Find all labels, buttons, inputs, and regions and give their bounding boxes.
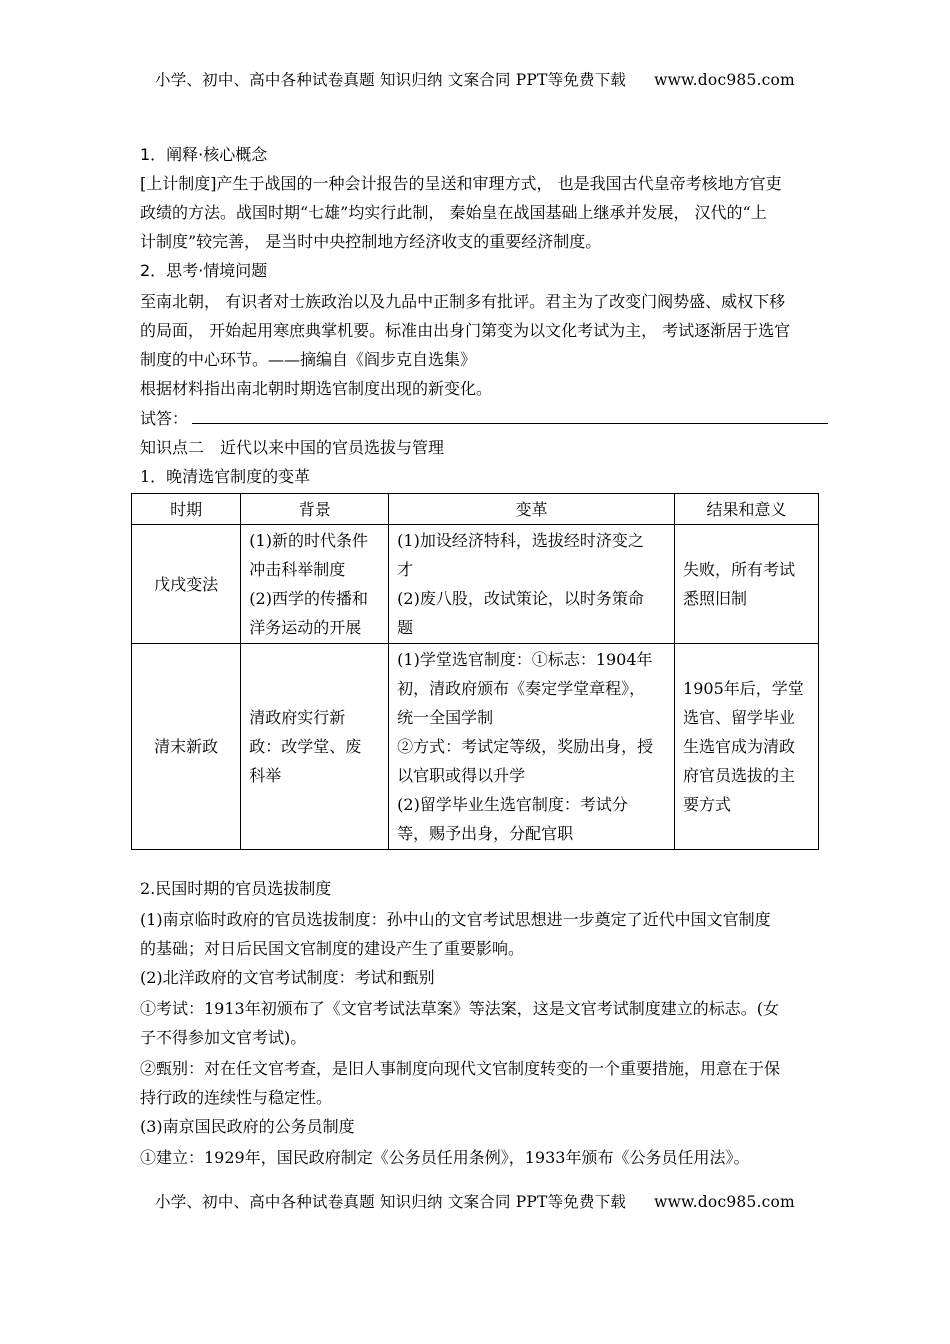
cell-line: (2)西学的传播和 [249,589,368,608]
cell-line: 选官、留学毕业 [683,708,796,727]
table-row [132,525,819,644]
cell-line: 初，清政府颁布《奏定学堂章程》， [397,679,646,698]
footer-site[interactable]: www.doc985.com [654,1193,795,1211]
cell-line: 统一全国学制 [397,708,494,727]
cell-line: 等，赐予出身，分配官职 [397,824,574,843]
background-cell [241,644,389,850]
section3-line: ②甄别：对在任文官考查，是旧人事制度向现代文官制度转变的一个重要措施，用意在于保 [140,1059,781,1078]
cell-line: 题 [397,618,414,637]
reform-cell [389,525,675,644]
cell-line: ②方式：考试定等级，奖励出身，授 [397,737,654,756]
cell-line: 以官职或得以升学 [397,766,526,785]
background-cell [241,525,389,644]
period-cell: 清末新政 [132,644,241,850]
table-header: 背景 [241,494,389,525]
section3-title: 2.民国时期的官员选拔制度 [140,879,332,898]
section2-line: 至南北朝， 有识者对士族政治以及九品中正制多有批评。君主为了改变门阀势盛、威权下移 [140,292,786,311]
table-header: 时期 [132,494,241,525]
header-text: 小学、初中、高中各种试卷真题 知识归纳 文案合同 PPT等免费下载 [155,71,627,89]
answer-label: 试答： [140,409,189,428]
section1-line: 政绩的方法。战国时期“七雄”均实行此制， 秦始皇在战国基础上继承并发展， 汉代的“上 [140,203,767,222]
period-cell: 戊戌变法 [132,525,241,644]
cell-line: (1)加设经济特科，选拔经时济变之 [397,531,644,550]
table-row [132,644,819,850]
section3-line: ①建立：1929年，国民政府制定《公务员任用条例》，1933年颁布《公务员任用法》。 [140,1148,750,1167]
section2-line: 制度的中心环节。——摘编自《阎步克自选集》 [140,350,477,369]
table-header-row [132,494,819,525]
section3-line: 持行政的连续性与稳定性。 [140,1088,333,1107]
cell-line: (2)留学毕业生选官制度：考试分 [397,795,628,814]
section3-line: 的基础；对日后民国文官制度的建设产生了重要影响。 [140,939,525,958]
reform-table [131,493,819,850]
section2-title: 2．思考·情境问题 [140,261,268,280]
cell-line: 洋务运动的开展 [249,618,362,637]
page-header [0,68,950,90]
answer-line [140,404,820,433]
answer-blank[interactable] [192,407,828,424]
section3-line: (2)北洋政府的文官考试制度：考试和甄别 [140,968,435,987]
section2-line: 的局面， 开始起用寒庶典掌机要。标准由出身门第变为以文化考试为主， 考试逐渐居于选官 [140,321,791,340]
section3-line: (1)南京临时政府的官员选拔制度：孙中山的文官考试思想进一步奠定了近代中国文官制度 [140,910,771,929]
section1-line: 计制度”较完善， 是当时中央控制地方经济收支的重要经济制度。 [140,232,602,251]
cell-line: 失败，所有考试 [683,560,796,579]
cell-line: (1)学堂选官制度：①标志：1904年 [397,650,653,669]
cell-line: 府官员选拔的主 [683,766,796,785]
page-footer [0,1190,950,1212]
knowledge2-title: 知识点二 近代以来中国的官员选拔与管理 [140,438,445,457]
cell-line: 冲击科举制度 [249,560,346,579]
cell-line: 清政府实行新 [249,708,346,727]
reform-cell [389,644,675,850]
cell-line: 悉照旧制 [683,589,748,608]
result-cell [675,644,819,850]
cell-line: 科举 [249,766,282,785]
knowledge2-sub1: 1．晚清选官制度的变革 [140,467,311,486]
table-header: 结果和意义 [675,494,819,525]
cell-line: 才 [397,560,414,579]
cell-line: 要方式 [683,795,732,814]
cell-line: (1)新的时代条件 [249,531,368,550]
cell-line: 1905年后，学堂 [683,679,804,698]
section2-line: 根据材料指出南北朝时期选官制度出现的新变化。 [140,379,493,398]
cell-line: 生选官成为清政 [683,737,796,756]
footer-text: 小学、初中、高中各种试卷真题 知识归纳 文案合同 PPT等免费下载 [155,1193,627,1211]
result-cell [675,525,819,644]
cell-line: 政：改学堂、废 [249,737,362,756]
section3-line: ①考试：1913年初颁布了《文官考试法草案》等法案，这是文官考试制度建立的标志。(女 [140,999,779,1018]
cell-line: (2)废八股，改试策论，以时务策命 [397,589,644,608]
section1-line: [上计制度]产生于战国的一种会计报告的呈送和审理方式， 也是我国古代皇帝考核地方官吏 [140,174,782,193]
header-site[interactable]: www.doc985.com [654,71,795,89]
section3-line: 子不得参加文官考试)。 [140,1028,307,1047]
table-header: 变革 [389,494,675,525]
section1-title: 1．阐释·核心概念 [140,145,268,164]
section3-line: (3)南京国民政府的公务员制度 [140,1117,355,1136]
